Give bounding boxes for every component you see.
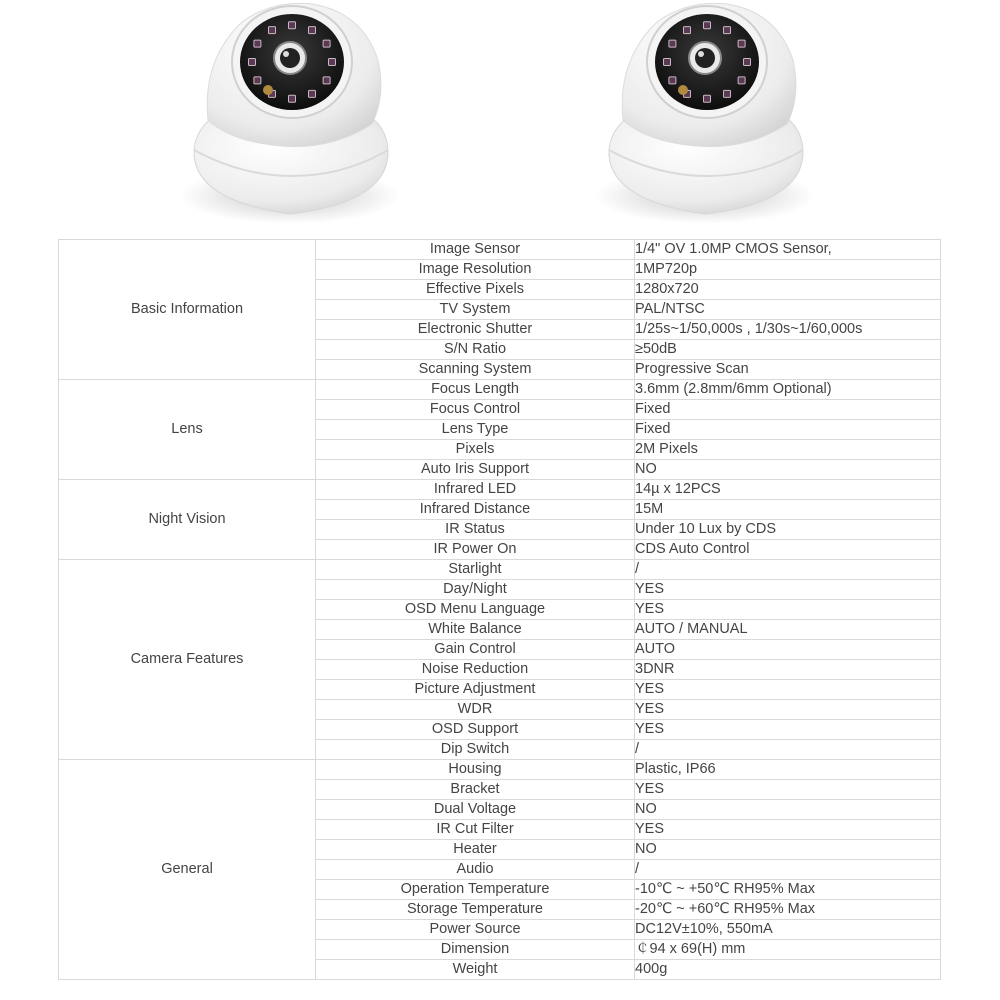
spec-value: 400g [635,960,941,980]
spec-value: YES [635,680,941,700]
spec-parameter: WDR [316,700,635,720]
ir-led [738,77,745,84]
spec-parameter: Power Source [316,920,635,940]
spec-parameter: Housing [316,760,635,780]
ir-led [289,22,296,29]
spec-parameter: S/N Ratio [316,340,635,360]
spec-row [59,560,941,580]
spec-parameter: Focus Length [316,380,635,400]
spec-parameter: Pixels [316,440,635,460]
ir-led [704,22,711,29]
ir-led [309,90,316,97]
spec-value: Progressive Scan [635,360,941,380]
spec-parameter: Image Resolution [316,260,635,280]
dome-camera-image-right [587,0,827,232]
spec-value: DC12V±10%, 550mA [635,920,941,940]
spec-parameter: Noise Reduction [316,660,635,680]
ir-led [254,77,261,84]
spec-value: / [635,860,941,880]
spec-parameter: IR Status [316,520,635,540]
spec-parameter: Image Sensor [316,240,635,260]
spec-parameter: Dual Voltage [316,800,635,820]
spec-value: YES [635,720,941,740]
spec-value: YES [635,780,941,800]
spec-row [59,760,941,780]
spec-value: Fixed [635,400,941,420]
spec-table-body [59,240,941,980]
spec-category: Night Vision [59,480,316,560]
spec-value: / [635,740,941,760]
ir-led [269,27,276,34]
ir-led [738,40,745,47]
spec-category: General [59,760,316,980]
spec-parameter: Starlight [316,560,635,580]
ir-led [329,59,336,66]
spec-parameter: OSD Menu Language [316,600,635,620]
ir-led [289,95,296,102]
ir-led [323,77,330,84]
spec-parameter: Operation Temperature [316,880,635,900]
ir-led [249,59,256,66]
spec-value: 14µ x 12PCS [635,480,941,500]
spec-value: -20℃ ~ +60℃ RH95% Max [635,900,941,920]
spec-value: Plastic, IP66 [635,760,941,780]
spec-parameter: Electronic Shutter [316,320,635,340]
spec-parameter: TV System [316,300,635,320]
spec-parameter: Infrared Distance [316,500,635,520]
spec-value: CDS Auto Control [635,540,941,560]
spec-parameter: Bracket [316,780,635,800]
spec-parameter: Dimension [316,940,635,960]
spec-value: ￠94 x 69(H) mm [635,940,941,960]
spec-value: 1MP720p [635,260,941,280]
spec-parameter: Weight [316,960,635,980]
spec-value: NO [635,460,941,480]
spec-parameter: IR Cut Filter [316,820,635,840]
spec-value: NO [635,800,941,820]
spec-table [58,239,941,980]
spec-parameter: Day/Night [316,580,635,600]
spec-parameter: Effective Pixels [316,280,635,300]
spec-row [59,480,941,500]
ir-led [684,27,691,34]
dome-camera-image-left [172,0,412,232]
ir-led [323,40,330,47]
spec-value: AUTO / MANUAL [635,620,941,640]
spec-value: AUTO [635,640,941,660]
spec-value: 2M Pixels [635,440,941,460]
spec-parameter: OSD Support [316,720,635,740]
spec-value: 1/4" OV 1.0MP CMOS Sensor, [635,240,941,260]
spec-category: Lens [59,380,316,480]
spec-parameter: Storage Temperature [316,900,635,920]
spec-value: Under 10 Lux by CDS [635,520,941,540]
spec-category: Camera Features [59,560,316,760]
spec-category: Basic Information [59,240,316,380]
ir-led [744,59,751,66]
spec-row [59,380,941,400]
spec-value: 3.6mm (2.8mm/6mm Optional) [635,380,941,400]
spec-value: ≥50dB [635,340,941,360]
spec-parameter: IR Power On [316,540,635,560]
spec-value: NO [635,840,941,860]
spec-parameter: Scanning System [316,360,635,380]
spec-parameter: Picture Adjustment [316,680,635,700]
spec-value: 3DNR [635,660,941,680]
spec-value: 1/25s~1/50,000s , 1/30s~1/60,000s [635,320,941,340]
spec-value: 1280x720 [635,280,941,300]
spec-parameter: White Balance [316,620,635,640]
spec-value: YES [635,700,941,720]
spec-parameter: Infrared LED [316,480,635,500]
spec-parameter: Focus Control [316,400,635,420]
ir-led [724,27,731,34]
spec-value: YES [635,820,941,840]
spec-value: YES [635,600,941,620]
ir-led [664,59,671,66]
spec-parameter: Gain Control [316,640,635,660]
spec-value: PAL/NTSC [635,300,941,320]
spec-value: Fixed [635,420,941,440]
spec-parameter: Lens Type [316,420,635,440]
spec-parameter: Heater [316,840,635,860]
spec-value: 15M [635,500,941,520]
spec-value: YES [635,580,941,600]
spec-value: / [635,560,941,580]
spec-row [59,240,941,260]
ir-led [724,90,731,97]
spec-value: -10℃ ~ +50℃ RH95% Max [635,880,941,900]
ir-led [704,95,711,102]
ir-led [669,40,676,47]
ir-led [254,40,261,47]
spec-parameter: Auto Iris Support [316,460,635,480]
spec-parameter: Audio [316,860,635,880]
ir-led [669,77,676,84]
spec-parameter: Dip Switch [316,740,635,760]
ir-led [309,27,316,34]
